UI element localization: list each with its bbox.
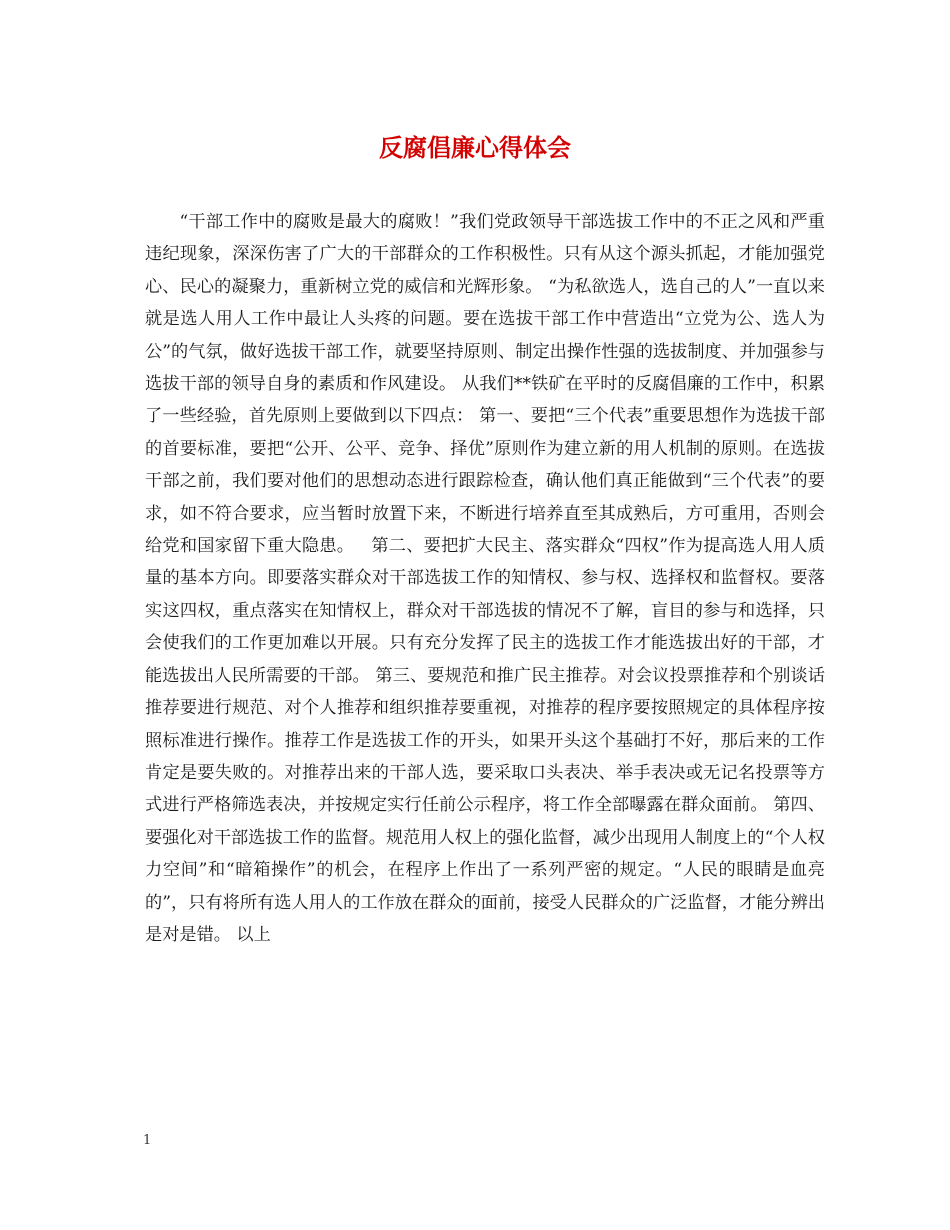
page-number: 1 [143, 1133, 152, 1148]
document-title: 反腐倡廉心得体会 [379, 134, 571, 162]
document-body: “干部工作中的腐败是最大的腐败！”我们党政领导干部选拔工作中的不正之风和严重违纪现象，深深伤害了广大的干部群众的工作积极性。只有从这个源头抓起，才能加强党心、民心的凝聚力，重新树立党的威信和光辉形象。 “为私欲选人，选自己的人”一直以来就是选人用人工作中最让人头疼的问题。要在选拔干部工作中营造出“立党为公、选人为公”的气氛，做好选拔干部工作，就要坚持原则、制定出操作性强的选拔制度、并加强参与选拔干部的领导自身的素质和作风建设。 从我们**铁矿在平时的反腐倡廉的工作中，积累了一些经验，首先原则上要做到以下四点： 第一、要把“三个代表”重要思想作为选拔干部的首要标准，要把“公开、公平、竞争、择优”原则作为建立新的用人机制的原则。在选拔干部之前，我们要对他们的思想动态进行跟踪检查，确认他们真正能做到“三个代表”的要求，如不符合要求，应当暂时放置下来，不断进行培养直至其成熟后，方可重用，否则会给党和国家留下重大隐患。 第二、要把扩大民主、落实群众“四权”作为提高选人用人质量的基本方向。即要落实群众对干部选拔工作的知情权、参与权、选择权和监督权。要落实这四权，重点落实在知情权上，群众对干部选拔的情况不了解，盲目的参与和选择，只会使我们的工作更加难以开展。只有充分发挥了民主的选拔工作才能选拔出好的干部，才能选拔出人民所需要的干部。 第三、要规范和推广民主推荐。对会议投票推荐和个别谈话推荐要进行规范、对个人推荐和组织推荐要重视，对推荐的程序要按照规定的具体程序按照标准进行操作。推荐工作是选拔工作的开头，如果开头这个基础打不好，那后来的工作肯定是要失败的。对推荐出来的干部人选，要采取口头表决、举手表决或无记名投票等方式进行严格筛选表决，并按规定实行任前公示程序，将工作全部曝露在群众面前。 第四、要强化对干部选拔工作的监督。规范用人权上的强化监督，减少出现用人制度上的“个人权力空间”和“暗箱操作”的机会，在程序上作出了一系列严密的规定。“人民的眼睛是血亮的”，只有将所有选人用人的工作放在群众的面前，接受人民群众的广泛监督，才能分辨出是对是错。 以上 [145, 212, 825, 945]
